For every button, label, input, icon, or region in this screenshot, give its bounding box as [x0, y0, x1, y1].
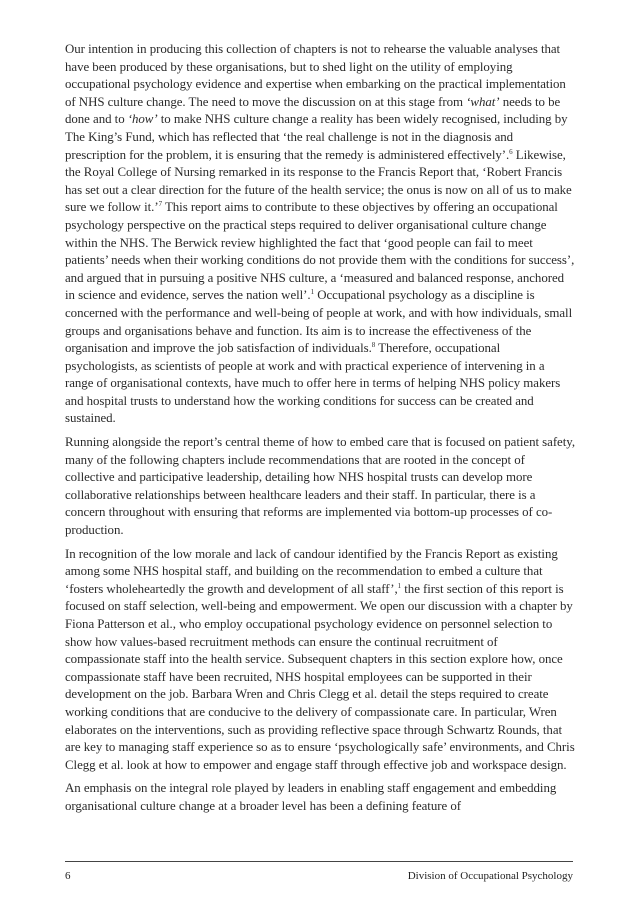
page-number: 6: [65, 870, 71, 882]
paragraph-text: An emphasis on the integral role played by leaders in enabling staff engagement and embedding organisational culture change at a broader level has been a defining feature of: [65, 781, 557, 813]
emphasis-text: ‘what’: [466, 94, 500, 109]
emphasis-text: ‘how’: [127, 112, 158, 127]
footer-rule: [65, 861, 573, 862]
footnote-ref: 6: [509, 147, 513, 156]
paragraph-text: Our intention in producing this collection of chapters is not to rehearse the valuable analyses that have been produced by these organisations, but to shed light on the utility of employing occupational psychology evidence and expertise when embarking on the practical implementation of NHS culture change. The need to move the discussion on at this stage from: [65, 42, 566, 109]
paragraph-text: needs to be done and to: [65, 94, 561, 127]
paragraph-text: to make NHS culture change a reality has been widely recognised, including by The King’s Fund, which has reflected that ‘the real challenge is not in the diagnosis and prescription for the problem, it is ensuring that the remedy is administered effectively’.: [65, 112, 568, 162]
paragraph: [65, 546, 575, 775]
footnote-ref: 1: [397, 581, 402, 590]
body-text: [65, 41, 575, 822]
paragraph: [65, 780, 575, 815]
paragraph-text: Running alongside the report’s central theme of how to embed care that is focused on patient safety, many of the following chapters include recommendations that are rooted in the concept of collective and participative leadership, detailing how NHS hospital trusts can develop more collaborative relationships between healthcare leaders and their staff. In particular, there is a concern throughout with ensuring that reforms are implemented via bottom-up processes of co-production.: [65, 435, 575, 538]
footnote-ref: 1: [310, 288, 315, 297]
footnote-ref: 7: [158, 200, 163, 209]
paragraph-text: In recognition of the low morale and lack of candour identified by the Francis Report as existing among some NHS hospital staff, and building on the recommendation to embed a culture that ‘fosters wholeheartedly the growth and development of all staff’,: [65, 546, 558, 596]
paragraph: [65, 434, 575, 540]
paragraph: [65, 41, 575, 428]
paragraph-text: the first section of this report is focused on staff selection, well-being and empowerment. We open our discussion with a chapter by Fiona Patterson et al., who employ occupational psychology evidence on personnel selection to show how values-based recruitment methods can ensure the continual recruitment of compassionate staff into the health service. Subsequent chapters in this section explore how, once compassionate staff have been recruited, NHS hospital employees can be supported in their development on the job. Barbara Wren and Chris Clegg et al. detail the steps required to create working conditions that are conducive to the delivery of compassionate care. In particular, Wren elaborates on the interventions, such as providing reflective space through Schwartz Rounds, that are key to managing staff experience so as to ensure ‘psychologically safe’ environments, and Chris Clegg et al. look at how to empower and engage staff through effective job and workspace design.: [65, 581, 575, 772]
paragraph-text: This report aims to contribute to these objectives by offering an occupational psychology perspective on the practical steps required to deliver organisational culture change within the NHS. The Berwick review highlighted the fact that ‘good people can fail to meet patients’ needs when their working conditions do not provide them with the conditions for success’, and argued that in pursuing a positive NHS culture, a ‘measured and balanced response, anchored in science and evidence, serves the nation well’.: [65, 200, 575, 303]
footnote-ref: 8: [371, 341, 376, 350]
paragraph-text: Likewise, the Royal College of Nursing remarked in its response to the Francis Report that, ‘Robert Francis has set out a clear direction for the future of the health service; the onus is now on all of us to make sure we follow it.’: [65, 147, 572, 215]
paragraph-text: Therefore, occupational psychologists, as scientists of people at work and with practical experience of intervening in a range of organisational contexts, have much to offer here in terms of helping NHS policy makers and hospital trusts to understand how the working conditions for success can be created and sustained.: [65, 341, 561, 426]
paragraph-text: Occupational psychology as a discipline is concerned with the performance and well-being of people at work, and with how individuals, small groups and organisations behave and function. Its aim is to increase the effectiveness of the organisation and improve the job satisfaction of individuals.: [65, 288, 573, 356]
footer-publication: Division of Occupational Psychology: [407, 870, 573, 882]
